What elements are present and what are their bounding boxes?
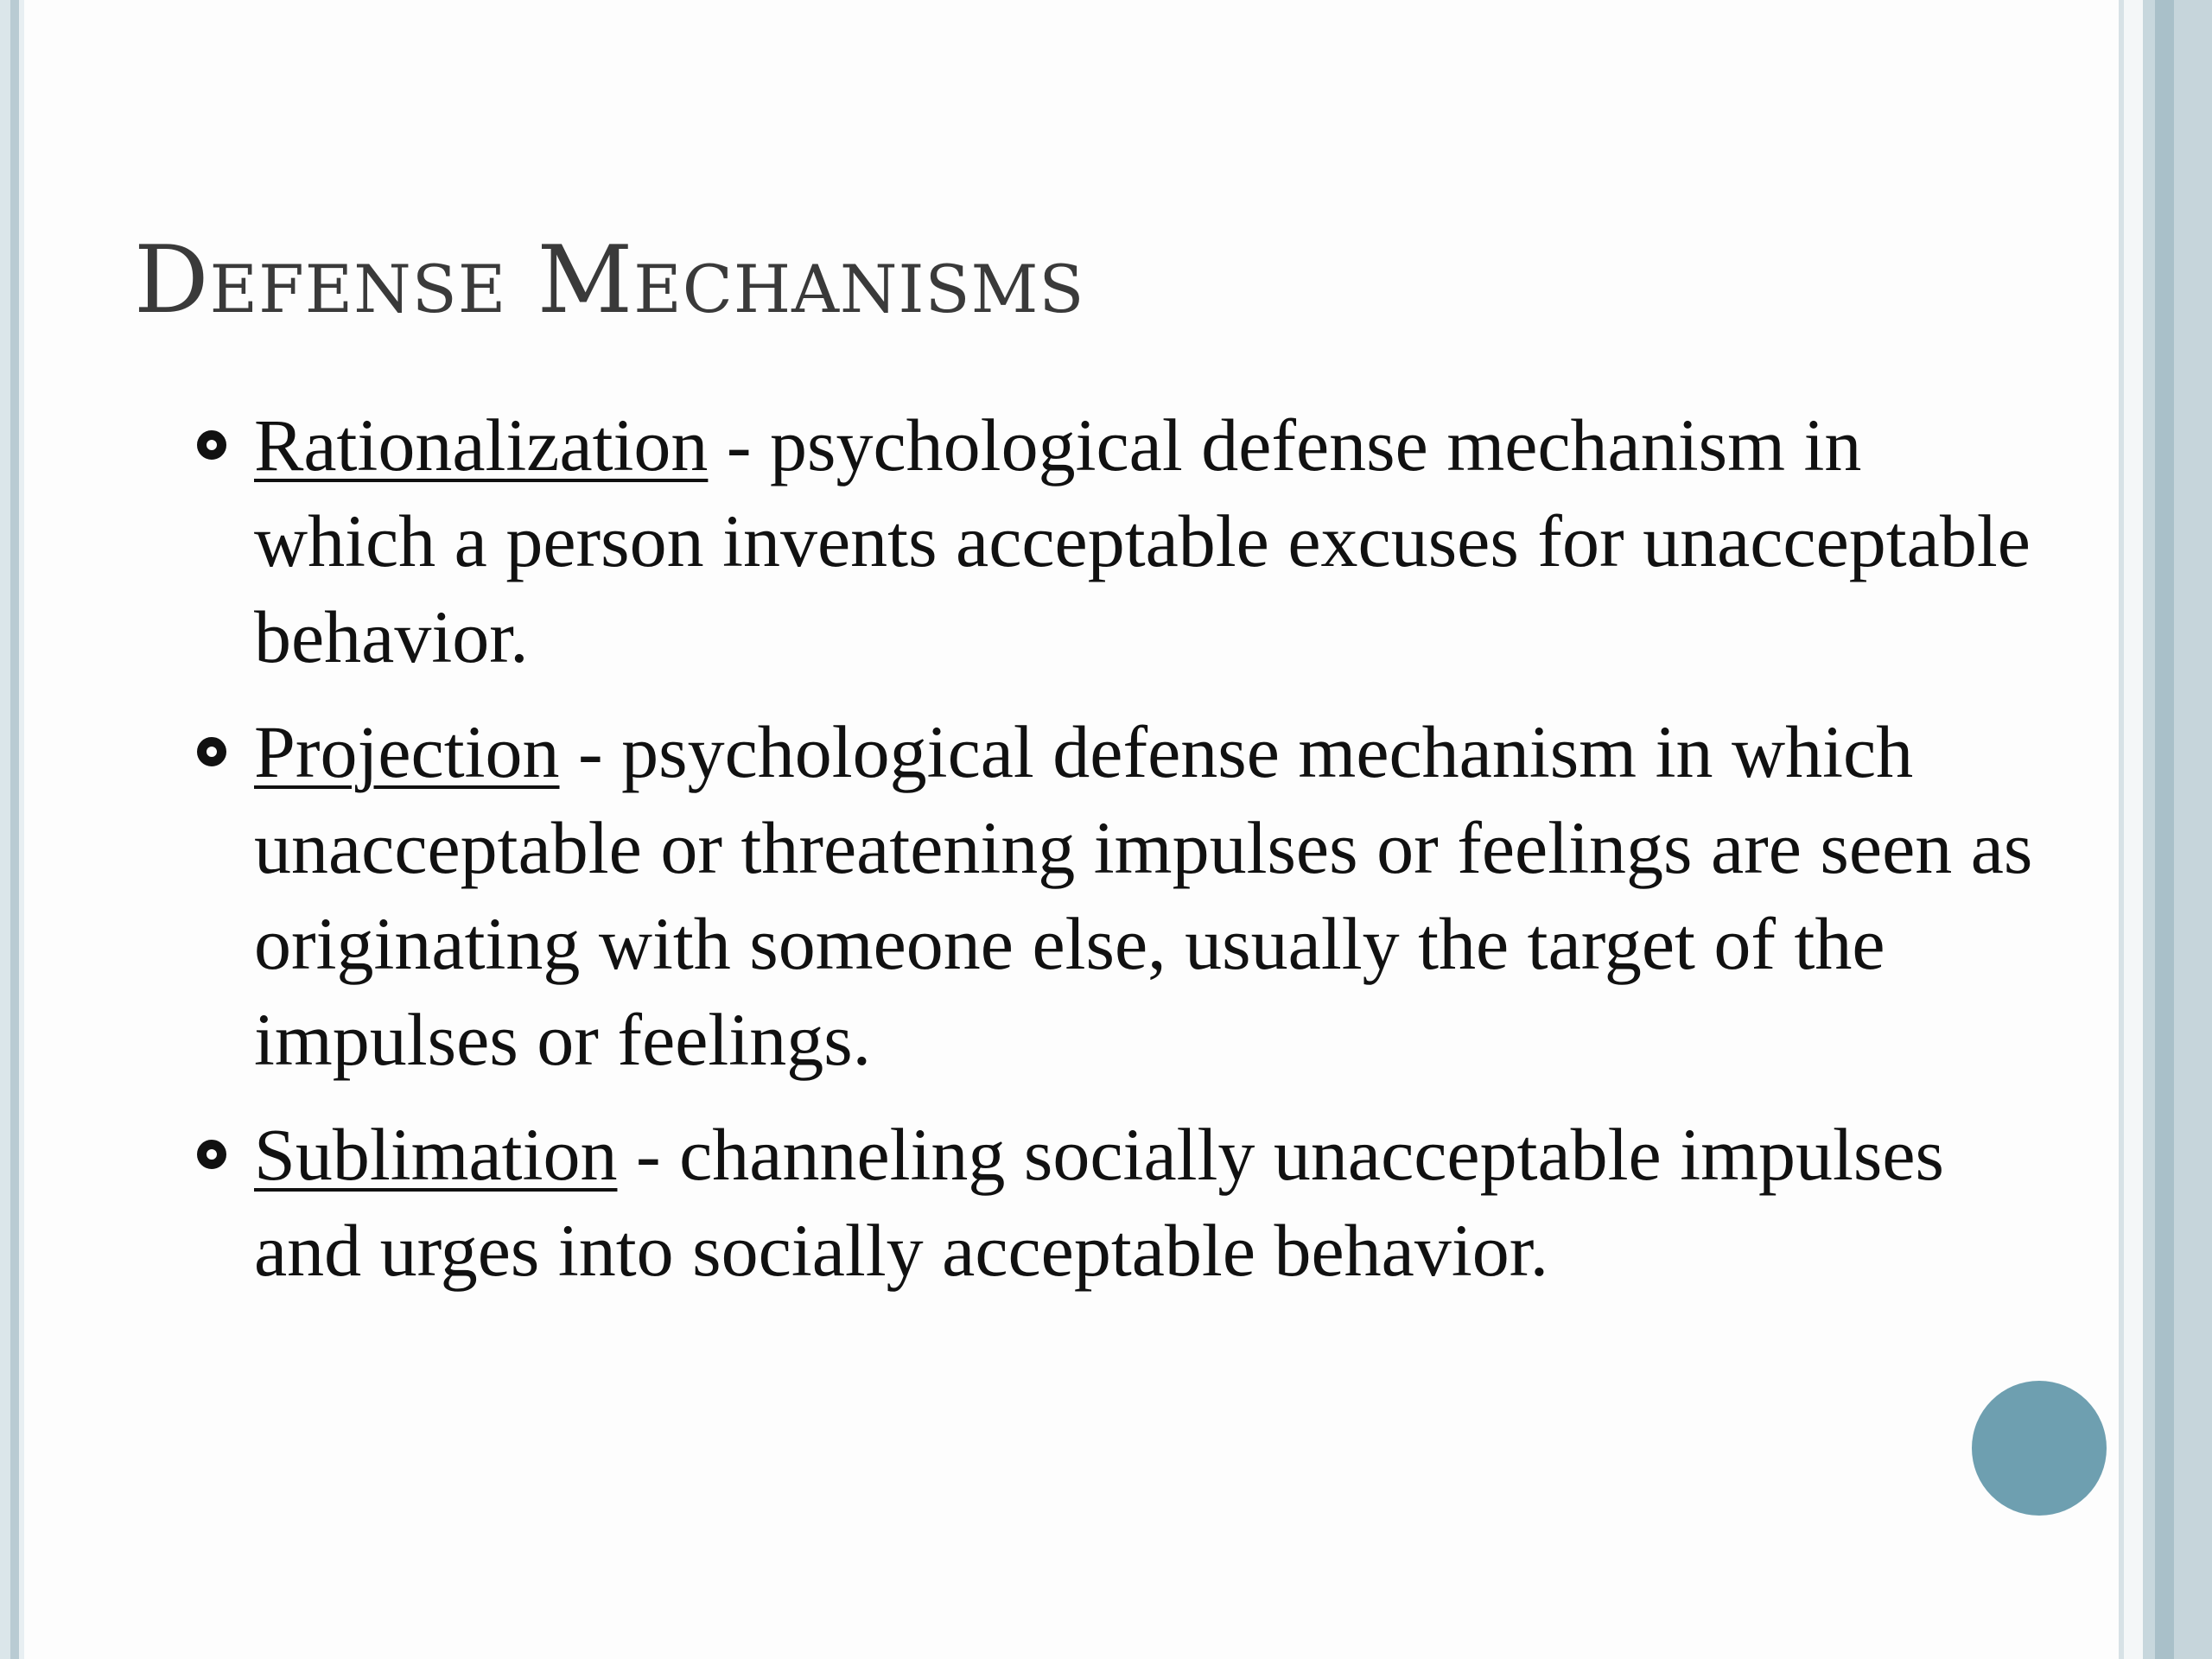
list-item	[192, 704, 2041, 1088]
definition-text: - channeling socially unacceptable impulses and urges into socially acceptable behavior.	[254, 1113, 1944, 1292]
left-frame-strip	[10, 0, 19, 1659]
left-frame-strip	[19, 0, 24, 1659]
term-rationalization: Rationalization	[254, 404, 709, 486]
slide-title: Defense Mechanisms	[134, 226, 1085, 334]
ring-bullet-icon	[197, 430, 226, 460]
right-frame-strip	[2174, 0, 2212, 1659]
decorative-circle	[1972, 1381, 2107, 1516]
left-frame-strip	[0, 0, 10, 1659]
right-frame-strip	[2143, 0, 2155, 1659]
term-sublimation: Sublimation	[254, 1113, 618, 1196]
term-projection: Projection	[254, 710, 560, 793]
ring-bullet-icon	[197, 1140, 226, 1169]
list-item	[192, 1107, 2041, 1299]
list-item	[192, 397, 2041, 685]
bullet-list	[192, 397, 2041, 1318]
definition-text: - psychological defense mechanism in which unacceptable or threatening impulses or feelings are seen as originating with someone else, usually the target of the impulses or feelings.	[254, 710, 2033, 1081]
ring-bullet-icon	[197, 737, 226, 766]
definition-text: - psychological defense mechanism in which a person invents acceptable excuses for unacceptable behavior.	[254, 404, 2031, 678]
right-frame-strip	[2124, 0, 2143, 1659]
right-frame-strip	[2155, 0, 2174, 1659]
